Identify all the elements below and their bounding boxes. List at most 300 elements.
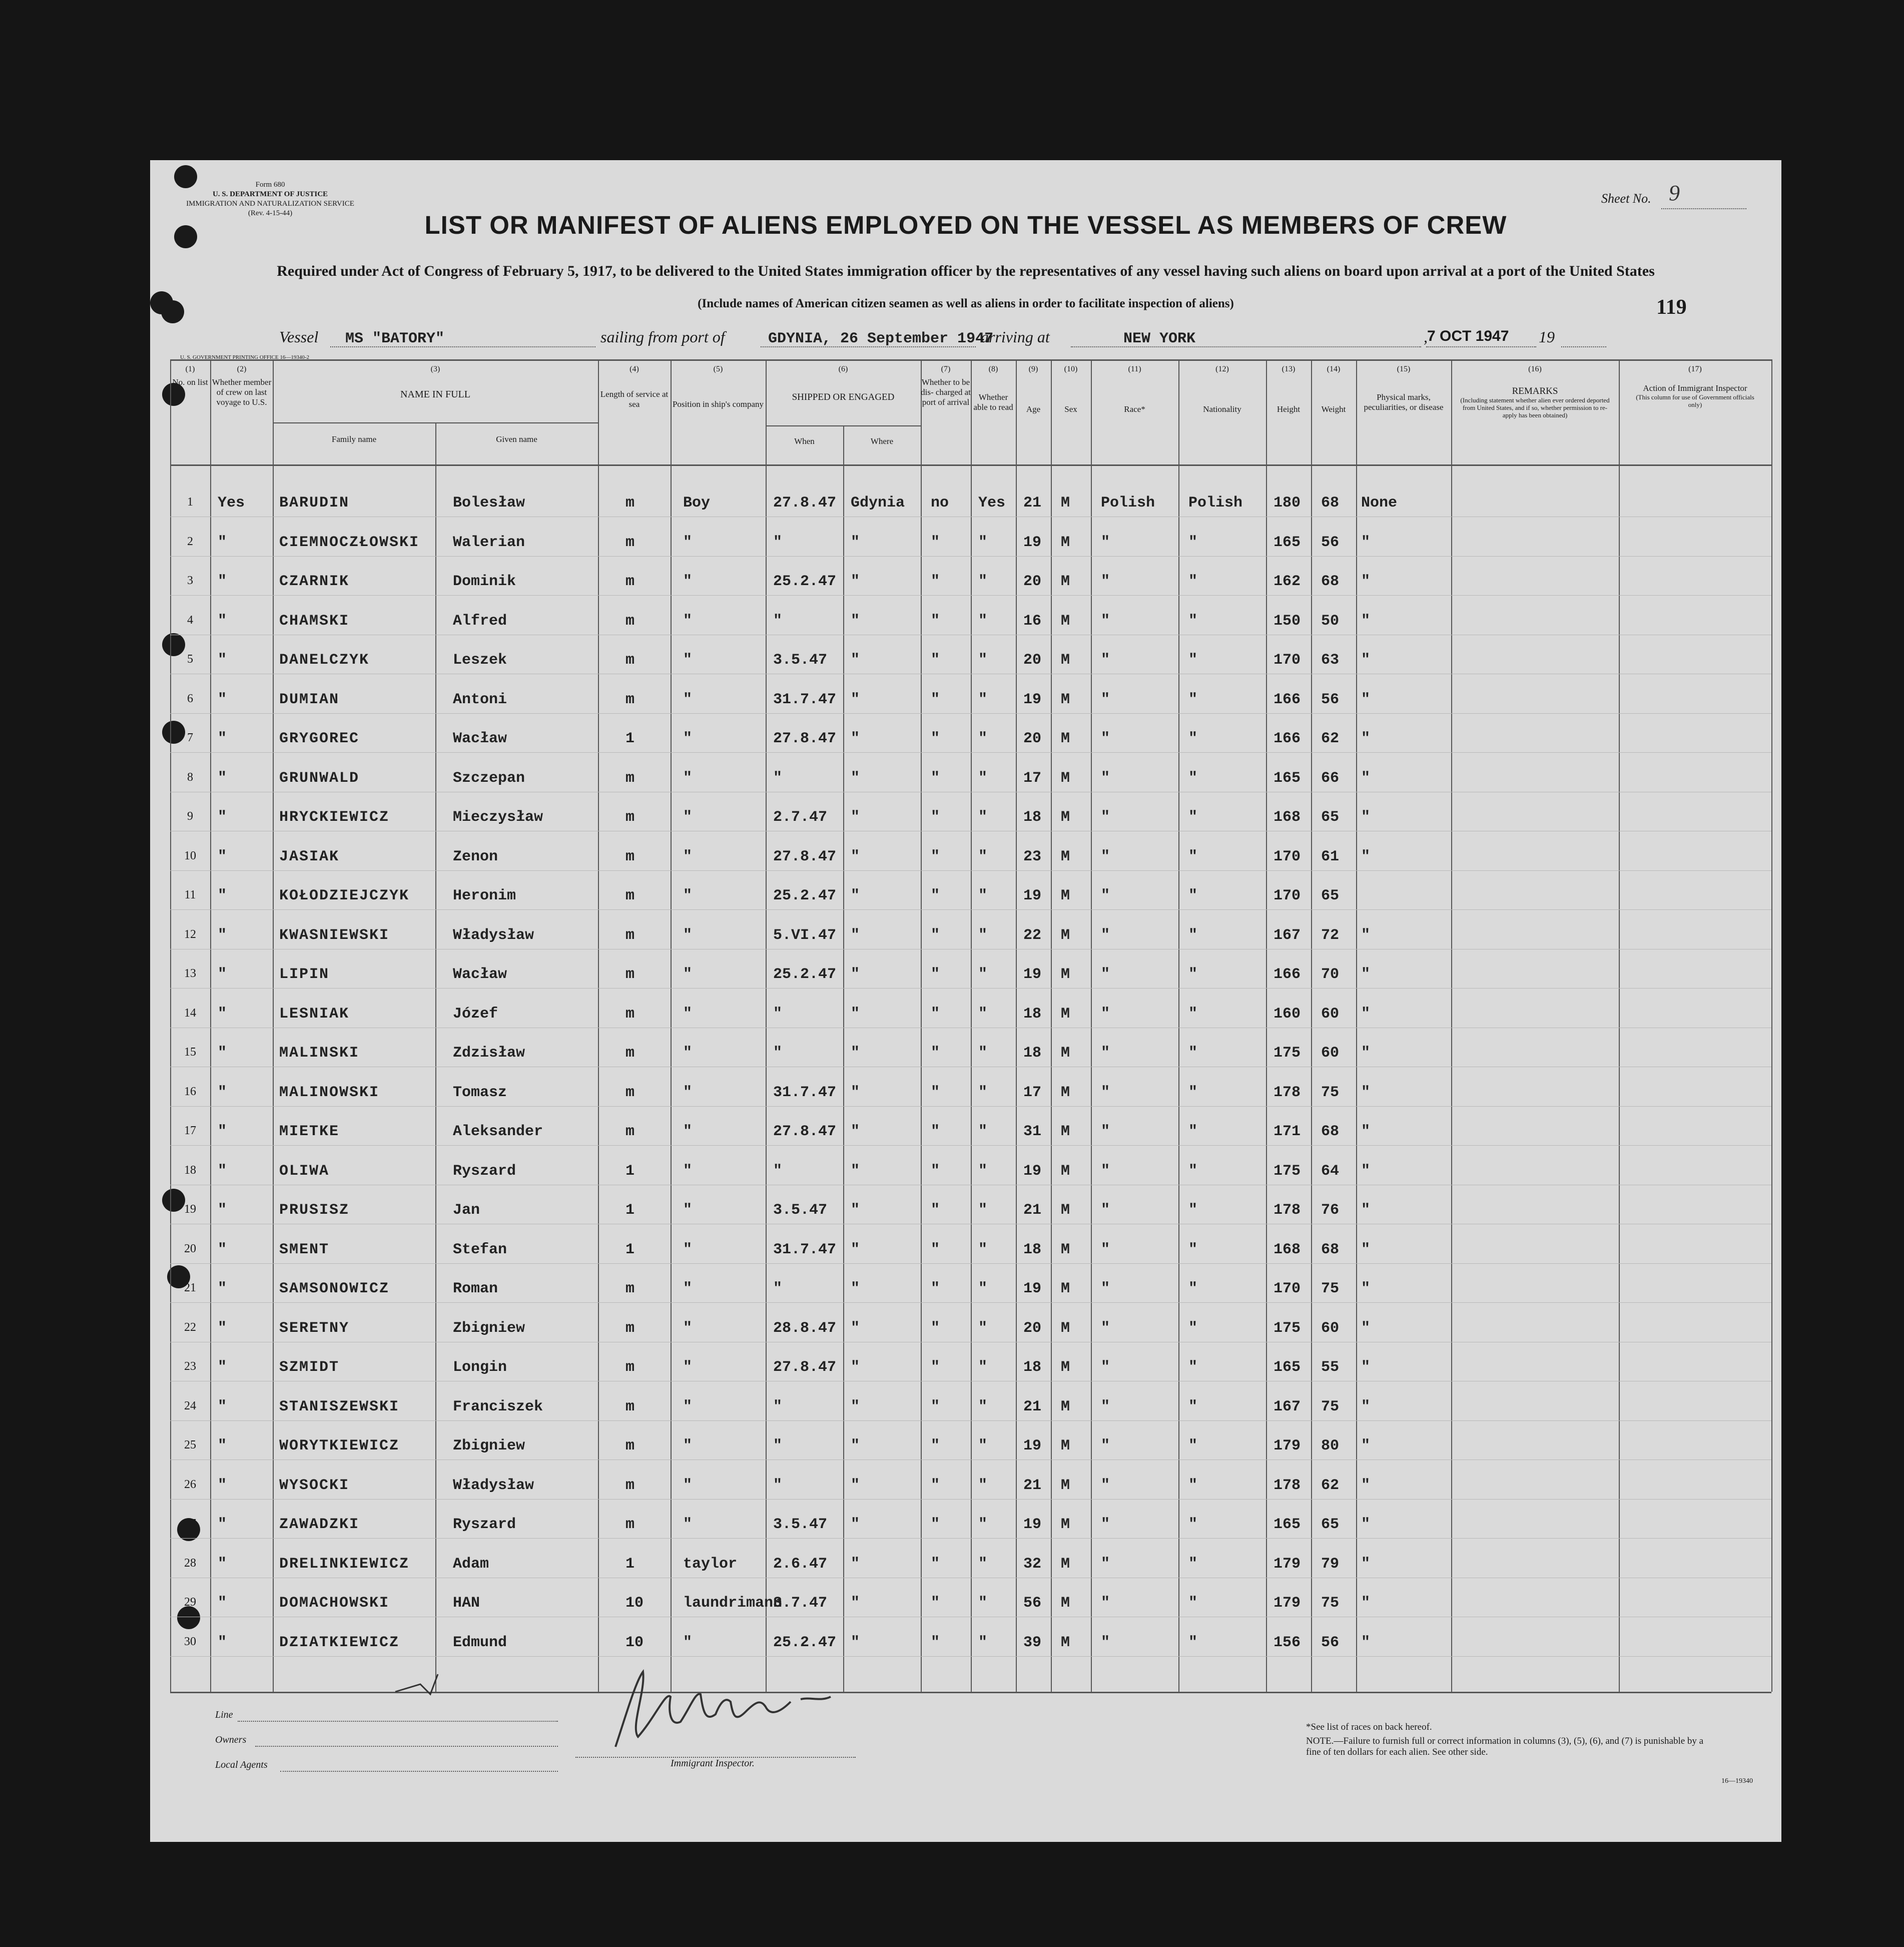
physical-marks-cell: " bbox=[1361, 966, 1371, 983]
crew-last-voyage-cell: " bbox=[218, 966, 227, 983]
race-cell: " bbox=[1101, 1634, 1110, 1651]
nationality-cell: " bbox=[1188, 1320, 1198, 1337]
physical-marks-cell: " bbox=[1361, 1163, 1371, 1180]
shipped-when-cell: 31.7.47 bbox=[773, 691, 837, 708]
nationality-cell: " bbox=[1188, 1006, 1198, 1023]
able-to-read-cell: " bbox=[978, 1595, 988, 1612]
position-cell: " bbox=[683, 927, 693, 944]
weight-cell: 75 bbox=[1321, 1084, 1340, 1101]
nationality-cell: " bbox=[1188, 1556, 1198, 1573]
given-name-cell: Mieczysław bbox=[453, 809, 543, 826]
age-cell: 23 bbox=[1023, 848, 1042, 865]
row-rule bbox=[170, 988, 1771, 989]
age-cell: 19 bbox=[1023, 966, 1042, 983]
race-cell: " bbox=[1101, 887, 1110, 904]
length-of-service-cell: m bbox=[625, 1516, 635, 1533]
family-name-cell: WYSOCKI bbox=[279, 1477, 350, 1494]
list-number-cell: 24 bbox=[184, 1399, 196, 1412]
crew-last-voyage-cell: " bbox=[218, 1006, 227, 1023]
family-name-cell: SZMIDT bbox=[279, 1359, 340, 1376]
col-header-where: Where bbox=[870, 436, 894, 446]
shipped-where-cell: " bbox=[851, 1634, 860, 1651]
physical-marks-cell: " bbox=[1361, 730, 1371, 747]
able-to-read-cell: " bbox=[978, 1556, 988, 1573]
shipped-where-cell: " bbox=[851, 1280, 860, 1297]
shipped-when-cell: 28.8.47 bbox=[773, 1320, 837, 1337]
row-rule bbox=[170, 595, 1771, 596]
weight-cell: 60 bbox=[1321, 1045, 1340, 1062]
nationality-cell: " bbox=[1188, 1123, 1198, 1140]
crew-last-voyage-cell: " bbox=[218, 1477, 227, 1494]
height-cell: 166 bbox=[1274, 730, 1301, 747]
sheet-number-label: Sheet No. bbox=[1601, 191, 1651, 206]
race-cell: " bbox=[1101, 1084, 1110, 1101]
shipped-when-cell: 27.8.47 bbox=[773, 495, 837, 512]
col-header-age: (9) Age bbox=[1026, 365, 1041, 414]
discharged-cell: " bbox=[931, 1359, 940, 1376]
crew-last-voyage-cell: " bbox=[218, 887, 227, 904]
page-title: LIST OR MANIFEST OF ALIENS EMPLOYED ON THE VESSEL AS MEMBERS OF CREW bbox=[424, 211, 1507, 239]
discharged-cell: " bbox=[931, 1516, 940, 1533]
given-name-cell: Alfred bbox=[453, 613, 507, 630]
race-cell: " bbox=[1101, 1556, 1110, 1573]
physical-marks-cell: " bbox=[1361, 691, 1371, 708]
length-of-service-cell: m bbox=[625, 652, 635, 669]
shipped-when-cell: 27.8.47 bbox=[773, 1123, 837, 1140]
age-cell: 17 bbox=[1023, 1084, 1042, 1101]
row-rule bbox=[170, 752, 1771, 753]
shipped-where-cell: " bbox=[851, 848, 860, 865]
age-cell: 19 bbox=[1023, 1280, 1042, 1297]
nationality-cell: " bbox=[1188, 1280, 1198, 1297]
physical-marks-cell: " bbox=[1361, 573, 1371, 590]
family-name-cell: KOŁODZIEJCZYK bbox=[279, 887, 410, 904]
position-cell: " bbox=[683, 848, 693, 865]
weight-cell: 75 bbox=[1321, 1595, 1340, 1612]
shipped-when-cell: 3.5.47 bbox=[773, 652, 828, 669]
family-name-cell: GRUNWALD bbox=[279, 770, 360, 787]
physical-marks-cell: " bbox=[1361, 534, 1371, 551]
age-cell: 21 bbox=[1023, 1202, 1042, 1219]
able-to-read-cell: " bbox=[978, 1084, 988, 1101]
arrival-port: NEW YORK bbox=[1123, 330, 1196, 347]
age-cell: 18 bbox=[1023, 1241, 1042, 1258]
physical-marks-cell: " bbox=[1361, 1280, 1371, 1297]
race-cell: " bbox=[1101, 770, 1110, 787]
sex-cell: M bbox=[1061, 966, 1070, 983]
sex-cell: M bbox=[1061, 809, 1070, 826]
given-name-cell: Ryszard bbox=[453, 1163, 516, 1180]
length-of-service-cell: m bbox=[625, 1477, 635, 1494]
height-cell: 178 bbox=[1274, 1202, 1301, 1219]
discharged-cell: " bbox=[931, 730, 940, 747]
given-name-cell: Franciszek bbox=[453, 1398, 543, 1415]
age-cell: 17 bbox=[1023, 770, 1042, 787]
family-name-cell: DOMACHOWSKI bbox=[279, 1595, 390, 1612]
position-cell: " bbox=[683, 1398, 693, 1415]
page-subtitle-note: (Include names of American citizen seamen as well as aliens in order to facilitate inspection of aliens) bbox=[698, 297, 1234, 310]
shipped-when-cell: 31.7.47 bbox=[773, 1084, 837, 1101]
position-cell: " bbox=[683, 1359, 693, 1376]
page-number: 119 bbox=[1656, 296, 1687, 319]
able-to-read-cell: " bbox=[978, 1477, 988, 1494]
col-header-when: When bbox=[794, 436, 815, 446]
height-cell: 165 bbox=[1274, 1516, 1301, 1533]
shipped-when-cell: 2.6.47 bbox=[773, 1556, 828, 1573]
weight-cell: 72 bbox=[1321, 927, 1340, 944]
able-to-read-cell: " bbox=[978, 1634, 988, 1651]
col-divider bbox=[971, 359, 972, 1692]
nationality-cell: " bbox=[1188, 848, 1198, 865]
position-cell: " bbox=[683, 1006, 693, 1023]
shipped-where-cell: " bbox=[851, 534, 860, 551]
line-label: Line bbox=[215, 1709, 233, 1720]
col-header-discharged: (7) Whether to be dis- charged at port of arrival bbox=[921, 365, 971, 407]
position-cell: " bbox=[683, 1123, 693, 1140]
given-name-cell: Jan bbox=[453, 1202, 480, 1219]
able-to-read-cell: " bbox=[978, 1516, 988, 1533]
sex-cell: M bbox=[1061, 613, 1070, 630]
shipped-where-cell: " bbox=[851, 1241, 860, 1258]
list-number-cell: 6 bbox=[187, 692, 193, 705]
list-number-cell: 1 bbox=[187, 496, 193, 509]
race-cell: " bbox=[1101, 848, 1110, 865]
list-number-cell: 7 bbox=[187, 731, 193, 744]
able-to-read-cell: " bbox=[978, 730, 988, 747]
position-cell: " bbox=[683, 730, 693, 747]
given-name-cell: Władysław bbox=[453, 927, 534, 944]
length-of-service-cell: m bbox=[625, 770, 635, 787]
row-rule bbox=[170, 1420, 1771, 1421]
age-cell: 32 bbox=[1023, 1556, 1042, 1573]
discharged-cell: " bbox=[931, 1320, 940, 1337]
shipped-when-cell: " bbox=[773, 1398, 783, 1415]
sailing-port: GDYNIA, 26 September 1947 bbox=[768, 330, 994, 347]
position-cell: " bbox=[683, 1320, 693, 1337]
shipped-when-cell: " bbox=[773, 1006, 783, 1023]
arrival-date-stamp: 7 OCT 1947 bbox=[1427, 328, 1509, 344]
family-name-cell: KWASNIEWSKI bbox=[279, 927, 390, 944]
arriving-label: arriving at bbox=[981, 328, 1050, 346]
race-cell: " bbox=[1101, 1006, 1110, 1023]
given-name-cell: Adam bbox=[453, 1556, 489, 1573]
date-line bbox=[1426, 346, 1536, 347]
page-subtitle: Required under Act of Congress of February 5, 1917, to be delivered to the United States immigration officer by the representatives of any vessel having such aliens on board upon arrival at a port of the United States bbox=[277, 263, 1655, 279]
shipped-where-cell: " bbox=[851, 652, 860, 669]
local-agents-label: Local Agents bbox=[215, 1759, 268, 1770]
given-name-cell: Stefan bbox=[453, 1241, 507, 1258]
height-cell: 170 bbox=[1274, 652, 1301, 669]
sheet-number: 9 bbox=[1669, 181, 1680, 205]
weight-cell: 66 bbox=[1321, 770, 1340, 787]
able-to-read-cell: " bbox=[978, 1045, 988, 1062]
family-name-cell: OLIWA bbox=[279, 1163, 330, 1180]
shipped-when-cell: " bbox=[773, 770, 783, 787]
physical-marks-cell: " bbox=[1361, 1359, 1371, 1376]
sex-cell: M bbox=[1061, 770, 1070, 787]
shipped-where-cell: " bbox=[851, 1398, 860, 1415]
position-cell: " bbox=[683, 613, 693, 630]
height-cell: 165 bbox=[1274, 1359, 1301, 1376]
length-of-service-cell: 10 bbox=[625, 1595, 644, 1612]
nationality-cell: " bbox=[1188, 1202, 1198, 1219]
shipped-where-cell: " bbox=[851, 1084, 860, 1101]
crew-last-voyage-cell: " bbox=[218, 1398, 227, 1415]
length-of-service-cell: m bbox=[625, 848, 635, 865]
family-name-cell: CIEMNOCZŁOWSKI bbox=[279, 534, 420, 551]
weight-cell: 76 bbox=[1321, 1202, 1340, 1219]
physical-marks-cell: " bbox=[1361, 1241, 1371, 1258]
position-cell: " bbox=[683, 966, 693, 983]
discharged-cell: " bbox=[931, 1595, 940, 1612]
weight-cell: 60 bbox=[1321, 1006, 1340, 1023]
physical-marks-cell: " bbox=[1361, 809, 1371, 826]
position-cell: " bbox=[683, 652, 693, 669]
given-name-cell: Walerian bbox=[453, 534, 525, 551]
given-name-cell: Wacław bbox=[453, 730, 507, 747]
penalty-note: NOTE.—Failure to furnish full or correct information in columns (3), (5), (6), and (7) is punishable by a fine of ten dollars for each alien. See other side. bbox=[1306, 1736, 1704, 1757]
able-to-read-cell: " bbox=[978, 1359, 988, 1376]
shipped-where-cell: " bbox=[851, 887, 860, 904]
able-to-read-cell: " bbox=[978, 652, 988, 669]
position-cell: " bbox=[683, 1477, 693, 1494]
physical-marks-cell: " bbox=[1361, 1634, 1371, 1651]
discharged-cell: " bbox=[931, 1006, 940, 1023]
race-cell: Polish bbox=[1101, 495, 1155, 512]
race-cell: " bbox=[1101, 1359, 1110, 1376]
height-cell: 167 bbox=[1274, 927, 1301, 944]
col-divider bbox=[671, 359, 672, 1692]
discharged-cell: " bbox=[931, 573, 940, 590]
list-number-cell: 9 bbox=[187, 810, 193, 823]
col-header-given-name: Given name bbox=[496, 434, 537, 444]
discharged-cell: " bbox=[931, 691, 940, 708]
race-cell: " bbox=[1101, 573, 1110, 590]
length-of-service-cell: m bbox=[625, 966, 635, 983]
weight-cell: 56 bbox=[1321, 534, 1340, 551]
weight-cell: 56 bbox=[1321, 1634, 1340, 1651]
discharged-cell: " bbox=[931, 848, 940, 865]
family-name-cell: WORYTKIEWICZ bbox=[279, 1437, 400, 1454]
length-of-service-cell: m bbox=[625, 534, 635, 551]
age-cell: 19 bbox=[1023, 534, 1042, 551]
list-number-cell: 14 bbox=[184, 1007, 196, 1020]
crew-last-voyage-cell: " bbox=[218, 691, 227, 708]
physical-marks-cell: " bbox=[1361, 1202, 1371, 1219]
given-name-cell: Antoni bbox=[453, 691, 507, 708]
race-cell: " bbox=[1101, 1045, 1110, 1062]
crew-last-voyage-cell: " bbox=[218, 1595, 227, 1612]
length-of-service-cell: m bbox=[625, 1320, 635, 1337]
physical-marks-cell: " bbox=[1361, 1437, 1371, 1454]
family-name-cell: LESNIAK bbox=[279, 1006, 350, 1023]
form-code: 16—19340 bbox=[1721, 1777, 1753, 1785]
nationality-cell: " bbox=[1188, 1084, 1198, 1101]
crew-last-voyage-cell: " bbox=[218, 1634, 227, 1651]
shipped-where-cell: " bbox=[851, 1477, 860, 1494]
crew-last-voyage-cell: " bbox=[218, 1516, 227, 1533]
sex-cell: M bbox=[1061, 1320, 1070, 1337]
list-number-cell: 28 bbox=[184, 1557, 196, 1570]
family-name-cell: SAMSONOWICZ bbox=[279, 1280, 390, 1297]
weight-cell: 70 bbox=[1321, 966, 1340, 983]
given-name-cell: Zenon bbox=[453, 848, 498, 865]
crew-last-voyage-cell: " bbox=[218, 1320, 227, 1337]
sex-cell: M bbox=[1061, 1634, 1070, 1651]
nationality-cell: " bbox=[1188, 809, 1198, 826]
discharged-cell: " bbox=[931, 1163, 940, 1180]
position-cell: Boy bbox=[683, 495, 711, 512]
family-name-cell: DUMIAN bbox=[279, 691, 340, 708]
able-to-read-cell: " bbox=[978, 534, 988, 551]
able-to-read-cell: " bbox=[978, 770, 988, 787]
height-cell: 178 bbox=[1274, 1477, 1301, 1494]
given-name-cell: Bolesław bbox=[453, 495, 525, 512]
race-cell: " bbox=[1101, 1398, 1110, 1415]
height-cell: 175 bbox=[1274, 1320, 1301, 1337]
nationality-cell: " bbox=[1188, 770, 1198, 787]
physical-marks-cell: " bbox=[1361, 770, 1371, 787]
length-of-service-cell: 10 bbox=[625, 1634, 644, 1651]
list-number-cell: 12 bbox=[184, 928, 196, 941]
vessel-name: MS "BATORY" bbox=[345, 330, 445, 347]
sex-cell: M bbox=[1061, 1163, 1070, 1180]
position-cell: " bbox=[683, 1163, 693, 1180]
nationality-cell: " bbox=[1188, 927, 1198, 944]
height-cell: 178 bbox=[1274, 1084, 1301, 1101]
nationality-cell: " bbox=[1188, 1516, 1198, 1533]
race-cell: " bbox=[1101, 1320, 1110, 1337]
shipped-when-cell: 31.7.47 bbox=[773, 1241, 837, 1258]
race-cell: " bbox=[1101, 1477, 1110, 1494]
discharged-cell: " bbox=[931, 1084, 940, 1101]
col-header-family-name: Family name bbox=[331, 434, 377, 444]
physical-marks-cell: " bbox=[1361, 1123, 1371, 1140]
crew-last-voyage-cell: " bbox=[218, 730, 227, 747]
shipped-where-cell: " bbox=[851, 770, 860, 787]
row-rule bbox=[170, 556, 1771, 557]
shipped-where-cell: " bbox=[851, 1359, 860, 1376]
age-cell: 31 bbox=[1023, 1123, 1042, 1140]
physical-marks-cell: " bbox=[1361, 1320, 1371, 1337]
discharged-cell: " bbox=[931, 1045, 940, 1062]
race-cell: " bbox=[1101, 691, 1110, 708]
sex-cell: M bbox=[1061, 1084, 1070, 1101]
checkmark-scribble bbox=[390, 1672, 465, 1702]
list-number-cell: 4 bbox=[187, 614, 193, 627]
weight-cell: 63 bbox=[1321, 652, 1340, 669]
sex-cell: M bbox=[1061, 1437, 1070, 1454]
weight-cell: 50 bbox=[1321, 613, 1340, 630]
nationality-cell: " bbox=[1188, 966, 1198, 983]
nationality-cell: " bbox=[1188, 1359, 1198, 1376]
weight-cell: 56 bbox=[1321, 691, 1340, 708]
race-cell: " bbox=[1101, 1123, 1110, 1140]
races-footnote: *See list of races on back hereof. bbox=[1306, 1722, 1432, 1732]
position-cell: " bbox=[683, 1516, 693, 1533]
physical-marks-cell: " bbox=[1361, 613, 1371, 630]
age-cell: 18 bbox=[1023, 809, 1042, 826]
discharged-cell: " bbox=[931, 1398, 940, 1415]
physical-marks-cell: " bbox=[1361, 1045, 1371, 1062]
race-cell: " bbox=[1101, 1163, 1110, 1180]
height-cell: 170 bbox=[1274, 848, 1301, 865]
nationality-cell: " bbox=[1188, 613, 1198, 630]
weight-cell: 68 bbox=[1321, 495, 1340, 512]
discharged-cell: " bbox=[931, 770, 940, 787]
shipped-when-cell: " bbox=[773, 1477, 783, 1494]
able-to-read-cell: " bbox=[978, 1241, 988, 1258]
length-of-service-cell: 1 bbox=[625, 1202, 635, 1219]
list-number-cell: 25 bbox=[184, 1438, 196, 1451]
family-name-cell: LIPIN bbox=[279, 966, 330, 983]
given-name-cell: Zdzisław bbox=[453, 1045, 525, 1062]
physical-marks-cell: " bbox=[1361, 652, 1371, 669]
immigrant-inspector-label: Immigrant Inspector. bbox=[671, 1758, 755, 1769]
list-number-cell: 23 bbox=[184, 1360, 196, 1373]
length-of-service-cell: 1 bbox=[625, 1163, 635, 1180]
nationality-cell: Polish bbox=[1188, 495, 1243, 512]
height-cell: 166 bbox=[1274, 966, 1301, 983]
sex-cell: M bbox=[1061, 652, 1070, 669]
row-rule bbox=[170, 713, 1771, 714]
given-name-cell: Ryszard bbox=[453, 1516, 516, 1533]
row-rule bbox=[170, 1145, 1771, 1146]
weight-cell: 55 bbox=[1321, 1359, 1340, 1376]
length-of-service-cell: m bbox=[625, 573, 635, 590]
length-of-service-cell: m bbox=[625, 1045, 635, 1062]
col-divider bbox=[1311, 359, 1312, 1692]
age-cell: 18 bbox=[1023, 1045, 1042, 1062]
position-cell: " bbox=[683, 1634, 693, 1651]
given-name-cell: Aleksander bbox=[453, 1123, 543, 1140]
nationality-cell: " bbox=[1188, 1634, 1198, 1651]
list-number-cell: 3 bbox=[187, 574, 193, 587]
shipped-where-cell: " bbox=[851, 613, 860, 630]
col-header-nationality: (12) Nationality bbox=[1203, 365, 1241, 414]
sailing-label: sailing from port of bbox=[600, 328, 725, 346]
crew-last-voyage-cell: " bbox=[218, 573, 227, 590]
family-name-cell: SERETNY bbox=[279, 1320, 350, 1337]
discharged-cell: " bbox=[931, 966, 940, 983]
row-rule bbox=[170, 1499, 1771, 1500]
family-name-cell: HRYCKIEWICZ bbox=[279, 809, 390, 826]
able-to-read-cell: " bbox=[978, 1398, 988, 1415]
col-header-physical-marks: (15) Physical marks, peculiarities, or disease bbox=[1364, 365, 1444, 412]
position-cell: " bbox=[683, 1202, 693, 1219]
col-header-name: (3) NAME IN FULL bbox=[400, 365, 470, 400]
able-to-read-cell: " bbox=[978, 1163, 988, 1180]
family-name-cell: MIETKE bbox=[279, 1123, 340, 1140]
race-cell: " bbox=[1101, 652, 1110, 669]
sex-cell: M bbox=[1061, 887, 1070, 904]
col-divider bbox=[843, 425, 844, 1692]
weight-cell: 65 bbox=[1321, 887, 1340, 904]
position-cell: " bbox=[683, 534, 693, 551]
position-cell: " bbox=[683, 770, 693, 787]
nationality-cell: " bbox=[1188, 730, 1198, 747]
nationality-cell: " bbox=[1188, 573, 1198, 590]
sex-cell: M bbox=[1061, 1241, 1070, 1258]
col-divider bbox=[170, 359, 171, 1692]
shipped-when-cell: 3.7.47 bbox=[773, 1595, 828, 1612]
arrival-line bbox=[1071, 346, 1421, 347]
sex-cell: M bbox=[1061, 848, 1070, 865]
length-of-service-cell: m bbox=[625, 691, 635, 708]
family-name-cell: CHAMSKI bbox=[279, 613, 350, 630]
family-name-cell: DRELINKIEWICZ bbox=[279, 1556, 410, 1573]
list-number-cell: 5 bbox=[187, 653, 193, 666]
